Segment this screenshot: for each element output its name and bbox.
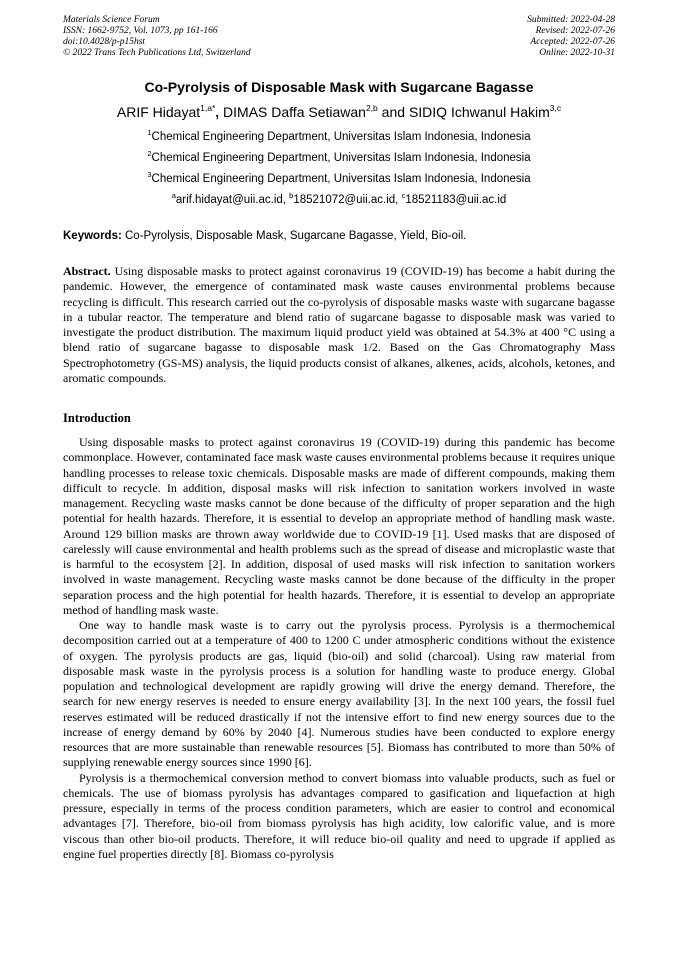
keywords-text: Co-Pyrolysis, Disposable Mask, Sugarcane Bagasse, Yield, Bio-oil.: [121, 230, 467, 242]
affiliation-superscript: 1: [147, 128, 152, 137]
author-emails: [0, 191, 678, 206]
affiliation-text: Chemical Engineering Department, Universitas Islam Indonesia, Indonesia: [151, 152, 531, 164]
author-name: SIDIQ Ichwanul Hakim: [408, 104, 550, 120]
author-superscript: 3,c: [549, 103, 562, 113]
paragraph: One way to handle mask waste is to carry out the pyrolysis process. Pyrolysis is a thermochemical decomposition carried out at a temperature of 400 to 1200 C under atmospheric conditions without the existence of oxygen. The pyrolysis products are gas, liquid (bio-oil) and solid (charcoal). Using raw material from disposable mask waste in the pyrolysis process is a solution for handling waste to produce energy. Global population and technological development are rapidly growing will drive the energy demand. Therefore, the search for new energy reserves is needed to ensure energy availability [3]. In the next 100 years, the fossil fuel reserves estimated will be reduced drastically if not the intensive effort to find new energy sources due to the increase of energy demand by 60% by 2040 [4]. Numerous studies have been conducted to explore energy resources that are more sustainable than renewable resources [5]. Biomass has contributed to more than 50% of supplying renewable energy sources since 1990 [6].: [63, 618, 615, 770]
email-address: 18521072@uii.ac.id,: [293, 194, 402, 206]
author-superscript: 1,a*: [200, 103, 216, 113]
publication-dates: [527, 15, 615, 59]
author-superscript: 2,b: [365, 103, 378, 113]
author-separator: ,: [215, 104, 224, 120]
keywords-label: Keywords:: [63, 230, 122, 242]
journal-doi: doi:10.4028/p-p15hst: [63, 37, 146, 47]
date-submitted: Submitted: 2022-04-28: [527, 15, 615, 25]
email-superscript: b: [289, 191, 294, 200]
affiliation: [0, 170, 678, 185]
journal-issn: ISSN: 1662-9752, Vol. 1073, pp 161-166: [63, 26, 218, 36]
date-accepted: Accepted: 2022-07-26: [530, 37, 615, 47]
journal-name: Materials Science Forum: [63, 15, 160, 25]
affiliation-text: Chemical Engineering Department, Universitas Islam Indonesia, Indonesia: [151, 173, 531, 185]
author-list: [0, 104, 678, 120]
paragraph: Pyrolysis is a thermochemical conversion method to convert biomass into valuable products, such as fuel or chemicals. The use of biomass pyrolysis has advantages compared to gasification and liquefaction at high pressure, especially in terms of the process condition parameters, which are easier to control and economical advantages [7]. Therefore, bio-oil from biomass pyrolysis has high acidity, low calorific value, and is more viscous than other bio-oil products. Therefore, it will reduce bio-oil quality and need to upgrade if applied as engine fuel properties directly [8]. Biomass co-pyrolysis: [63, 770, 615, 861]
email-superscript: a: [171, 191, 176, 200]
affiliation-text: Chemical Engineering Department, Universitas Islam Indonesia, Indonesia: [151, 131, 531, 143]
email-address: 18521183@uii.ac.id: [405, 194, 507, 206]
keywords: [63, 230, 615, 242]
affiliation: [0, 149, 678, 164]
journal-copyright: © 2022 Trans Tech Publications Ltd, Switzerland: [63, 48, 251, 58]
paragraph: Using disposable masks to protect against coronavirus 19 (COVID-19) during this pandemic has become commonplace. However, contaminated face mask waste causes environmental problems because it requires unique handling processes to release toxic chemicals. Disposable masks are made of different compounds, making them difficult to recycle. In addition, disposal masks will risk infection to sanitation workers involved in waste management. Recycling waste masks cannot be done because of the difficulty of proper separation and the high potential for health hazards. Therefore, it is essential to develop an appropriate method of handling mask waste. Around 129 billion masks are thrown away worldwide due to COVID-19 [1]. Used masks that are disposed of carelessly will cause environmental and health problems such as the spread of disease and microplastic waste that is harmful to the ecosystem [2]. In addition, disposal of used masks will risk infection to sanitation workers involved in waste management. Recycling waste masks cannot be done because of the difficulty in the proper separation process and the high potential for health hazards. Therefore, it is essential to develop an appropriate method of handling mask waste.: [63, 435, 615, 617]
abstract: [63, 264, 615, 386]
author-name: DIMAS Daffa Setiawan: [223, 104, 366, 120]
section-heading-introduction: Introduction: [63, 411, 131, 425]
author-name: ARIF Hidayat: [116, 104, 201, 120]
abstract-label: Abstract.: [63, 264, 111, 278]
introduction-body: [63, 435, 615, 862]
date-online: Online: 2022-10-31: [539, 48, 615, 58]
journal-info: [63, 15, 251, 59]
author-separator: and: [377, 104, 409, 120]
email-address: arif.hidayat@uii.ac.id,: [175, 194, 290, 206]
date-revised: Revised: 2022-07-26: [535, 26, 615, 36]
affiliation-superscript: 2: [147, 149, 152, 158]
paper-title: Co-Pyrolysis of Disposable Mask with Sugarcane Bagasse: [144, 79, 534, 95]
abstract-text: Using disposable masks to protect against coronavirus 19 (COVID-19) has become a habit during the pandemic. However, the emergence of contaminated mask waste causes environmental problems because recycling is difficult. This research carried out the co-pyrolysis of disposable masks waste with sugarcane bagasse in a tubular reactor. The temperature and blend ratio of sugarcane bagasse to disposable mask was varied to investigate the product distribution. The maximum liquid product yield was obtained at 54.3% at 400 °C using a blend ratio of sugarcane bagasse to disposable mask 1/2. Based on the Gas Chromatography Mass Spectrophotometry (GS-MS) analysis, the liquid products consist of alkanes, alkenes, acids, alcohols, ketones, and aromatic compounds.: [63, 264, 615, 385]
affiliation: [0, 128, 678, 143]
email-superscript: c: [401, 191, 406, 200]
affiliation-superscript: 3: [147, 170, 152, 179]
